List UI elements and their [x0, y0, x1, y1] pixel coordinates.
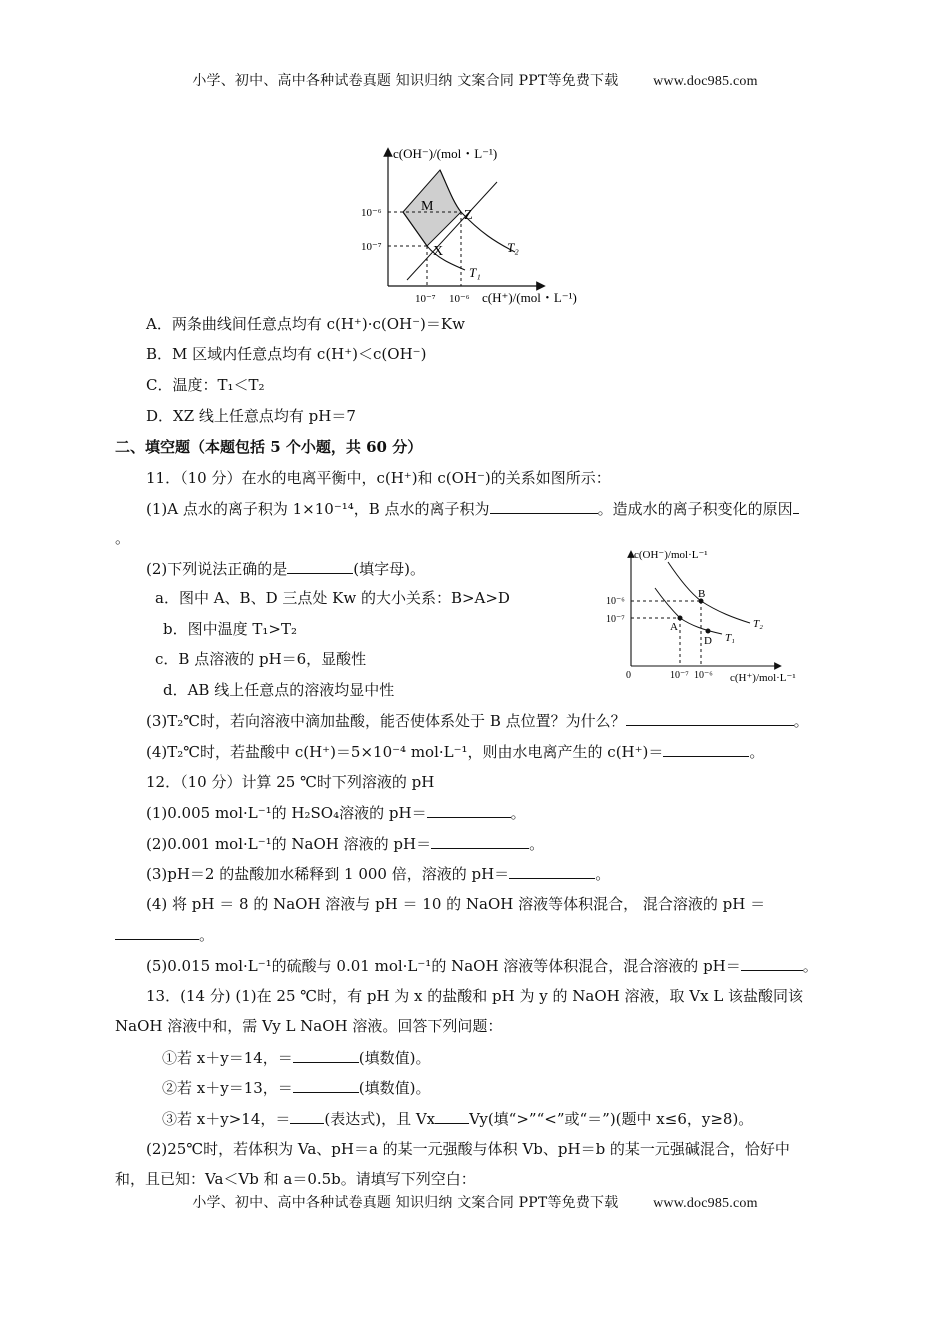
- q13-s3-blank1[interactable]: [290, 1108, 324, 1124]
- q12-part4-cont: [115, 924, 214, 945]
- section-2-title: 二、填空题（本题包括 5 个小题，共 60 分）: [115, 438, 423, 456]
- q12-p1-text: (1)0.005 mol·L⁻¹的 H₂SO₄溶液的 pH＝: [146, 804, 427, 822]
- q11-part4: [146, 741, 764, 762]
- q11-part2: [146, 558, 425, 579]
- q13-s1-text: ①若 x＋y＝14，＝: [162, 1049, 293, 1067]
- q11-option-d: d．AB 线上任意点的溶液均显中性: [163, 681, 395, 699]
- footer-text: 小学、初中、高中各种试卷真题 知识归纳 文案合同 PPT等免费下载: [192, 1195, 619, 1211]
- q11-p1-end: 。: [115, 529, 131, 547]
- q11-p3-end: 。: [793, 712, 809, 730]
- q11-p1-blank[interactable]: [490, 498, 598, 514]
- q11-p3-blank[interactable]: [626, 710, 794, 726]
- fig1-y-label: c(OH⁻)/(mol・L⁻¹): [393, 146, 498, 161]
- q13-line2: NaOH 溶液中和，需 Vy L NaOH 溶液。回答下列问题：: [115, 1017, 503, 1035]
- fig2-curve-t1-label: T₁: [725, 632, 735, 644]
- q11-p4-end: 。: [749, 743, 765, 761]
- q13-sub1: [162, 1047, 431, 1068]
- q12-p1-blank[interactable]: [427, 802, 511, 818]
- fig1-xtick-1: 10⁻⁷: [415, 293, 436, 305]
- fig2-point-b: B: [698, 588, 706, 600]
- fig2-curve-t2-label: T₂: [753, 618, 763, 630]
- fig1-curve-t2-label: T₂: [507, 240, 519, 255]
- q11-p1-reason-blank[interactable]: [793, 498, 799, 514]
- q12-p1-end: 。: [510, 804, 526, 822]
- fig2-curve-t1: [655, 588, 722, 634]
- fig1-region-m: M: [421, 199, 434, 214]
- q13-sub3: [162, 1108, 753, 1129]
- fig1-x-label: c(H⁺)/(mol・L⁻¹): [482, 290, 577, 305]
- q12-part1: [146, 802, 526, 823]
- q11-p3-text: (3)T₂℃时，若向溶液中滴加盐酸，能否使体系处于 B 点位置？为什么？: [146, 712, 626, 730]
- q11-p1-text2: 。造成水的离子积变化的原因: [597, 500, 793, 518]
- q12-p4-end: 。: [199, 926, 215, 944]
- q12-part4: (4) 将 pH ＝ 8 的 NaOH 溶液与 pH ＝ 10 的 NaOH 溶液等体积混合， 混合溶液的 pH ＝: [146, 895, 766, 913]
- fig2-point-d-marker: [706, 629, 711, 634]
- q11-option-b: b．图中温度 T₁>T₂: [163, 620, 297, 638]
- q13-s2-end: (填数值)。: [358, 1079, 431, 1097]
- fig1-curve-t1-label: T₁: [469, 265, 481, 280]
- q11-p2-blank[interactable]: [287, 558, 353, 574]
- q13-line1: 13．(14 分) (1)在 25 ℃时，有 pH 为 x 的盐酸和 pH 为 y 的 NaOH 溶液，取 Vx L 该盐酸同该: [146, 987, 804, 1005]
- fig1-xtick-2: 10⁻⁶: [449, 293, 470, 305]
- fig1-ytick-1: 10⁻⁶: [361, 207, 382, 219]
- q12-p2-text: (2)0.001 mol·L⁻¹的 NaOH 溶液的 pH＝: [146, 835, 432, 853]
- q12-part3: [146, 863, 610, 884]
- fig1-point-x: X: [433, 244, 444, 259]
- fig2-point-a: A: [670, 621, 678, 633]
- q11-option-c: c．B 点溶液的 pH＝6，显酸性: [155, 650, 367, 668]
- q13-sub2: [162, 1077, 431, 1098]
- q13-s3-text: ③若 x＋y>14，＝: [162, 1110, 291, 1128]
- q12-p2-end: 。: [529, 835, 545, 853]
- header-site[interactable]: www.doc985.com: [653, 74, 758, 89]
- q12-p3-end: 。: [595, 865, 611, 883]
- fig1-point-z: Z: [464, 208, 473, 223]
- q12-p4-blank[interactable]: [115, 924, 199, 940]
- page-header: [0, 70, 950, 90]
- q12-part2: [146, 833, 544, 854]
- q10-option-c: C．温度：T₁＜T₂: [146, 376, 265, 394]
- q12-p5-blank[interactable]: [741, 955, 803, 971]
- q10-option-a: A．两条曲线间任意点均有 c(H⁺)·c(OH⁻)＝Kw: [146, 315, 465, 333]
- q13-s2-text: ②若 x＋y＝13，＝: [162, 1079, 293, 1097]
- q13-s3-blank2[interactable]: [435, 1108, 469, 1124]
- q11-p4-blank[interactable]: [663, 741, 749, 757]
- q10-option-d: D．XZ 线上任意点均有 pH＝7: [146, 407, 356, 425]
- fig2-y-label: c(OH⁻)/mol·L⁻¹: [634, 549, 708, 561]
- fig2-xtick-1: 10⁻⁷: [670, 670, 689, 681]
- q12-p3-text: (3)pH＝2 的盐酸加水稀释到 1 000 倍，溶液的 pH＝: [146, 865, 510, 883]
- q11-option-a: a．图中 A、B、D 三点处 Kw 的大小关系：B>A>D: [155, 589, 510, 607]
- q12-stem: 12．（10 分）计算 25 ℃时下列溶液的 pH: [146, 773, 435, 791]
- fig2-curve-t2: [668, 562, 750, 623]
- q11-p2-text2: (填字母)。: [353, 560, 425, 578]
- fig2-point-d: D: [704, 635, 712, 647]
- q13-s1-blank[interactable]: [293, 1047, 359, 1063]
- q13-s3-text2: (表达式)，且 Vx: [324, 1110, 436, 1128]
- q12-p2-blank[interactable]: [431, 833, 529, 849]
- fig2-x-label: c(H⁺)/mol·L⁻¹: [730, 672, 796, 684]
- fig1-ytick-2: 10⁻⁷: [361, 241, 382, 253]
- q11-stem: 11．（10 分）在水的电离平衡中，c(H⁺)和 c(OH⁻)的关系如图所示：: [146, 469, 611, 487]
- fig2-ytick-1: 10⁻⁶: [606, 596, 625, 607]
- page-footer: [0, 1192, 950, 1212]
- q12-p3-blank[interactable]: [509, 863, 595, 879]
- fig2-xtick-2: 10⁻⁶: [694, 670, 713, 681]
- q12-p5-text: (5)0.015 mol·L⁻¹的硫酸与 0.01 mol·L⁻¹的 NaOH 溶液等体积混合，混合溶液的 pH＝: [146, 957, 741, 975]
- fig2-origin: 0: [626, 670, 631, 681]
- q11-part3: [146, 710, 809, 731]
- q13-s3-text3: Vy(填“>”“<”或“＝”)(题中 x≤6，y≥8)。: [469, 1110, 754, 1128]
- q11-p4-text: (4)T₂℃时，若盐酸中 c(H⁺)＝5×10⁻⁴ mol·L⁻¹，则由水电离产生的 c(H⁺)＝: [146, 743, 664, 761]
- fig2-point-a-marker: [678, 616, 683, 621]
- q13-s1-end: (填数值)。: [358, 1049, 431, 1067]
- q11-p1-text: (1)A 点水的离子积为 1×10⁻¹⁴，B 点水的离子积为: [146, 500, 490, 518]
- figure-1-kw-plot: [355, 140, 605, 310]
- header-text: 小学、初中、高中各种试卷真题 知识归纳 文案合同 PPT等免费下载: [192, 73, 619, 89]
- q11-p2-text: (2)下列说法正确的是: [146, 560, 288, 578]
- q13-line3: (2)25℃时，若体积为 Va、pH＝a 的某一元强酸与体积 Vb、pH＝b 的某一元强碱混合，恰好中: [146, 1140, 790, 1158]
- q11-part1: [146, 498, 799, 519]
- q12-part5: [146, 955, 818, 976]
- footer-site[interactable]: www.doc985.com: [653, 1196, 758, 1211]
- fig2-ytick-2: 10⁻⁷: [606, 614, 625, 625]
- figure-2-kw-plot: [600, 540, 815, 685]
- q12-p5-end: 。: [802, 957, 818, 975]
- q13-line4: 和，且已知：Va＜Vb 和 a＝0.5b。请填写下列空白：: [115, 1170, 476, 1188]
- q10-option-b: B．M 区域内任意点均有 c(H⁺)＜c(OH⁻): [146, 345, 427, 363]
- q13-s2-blank[interactable]: [293, 1077, 359, 1093]
